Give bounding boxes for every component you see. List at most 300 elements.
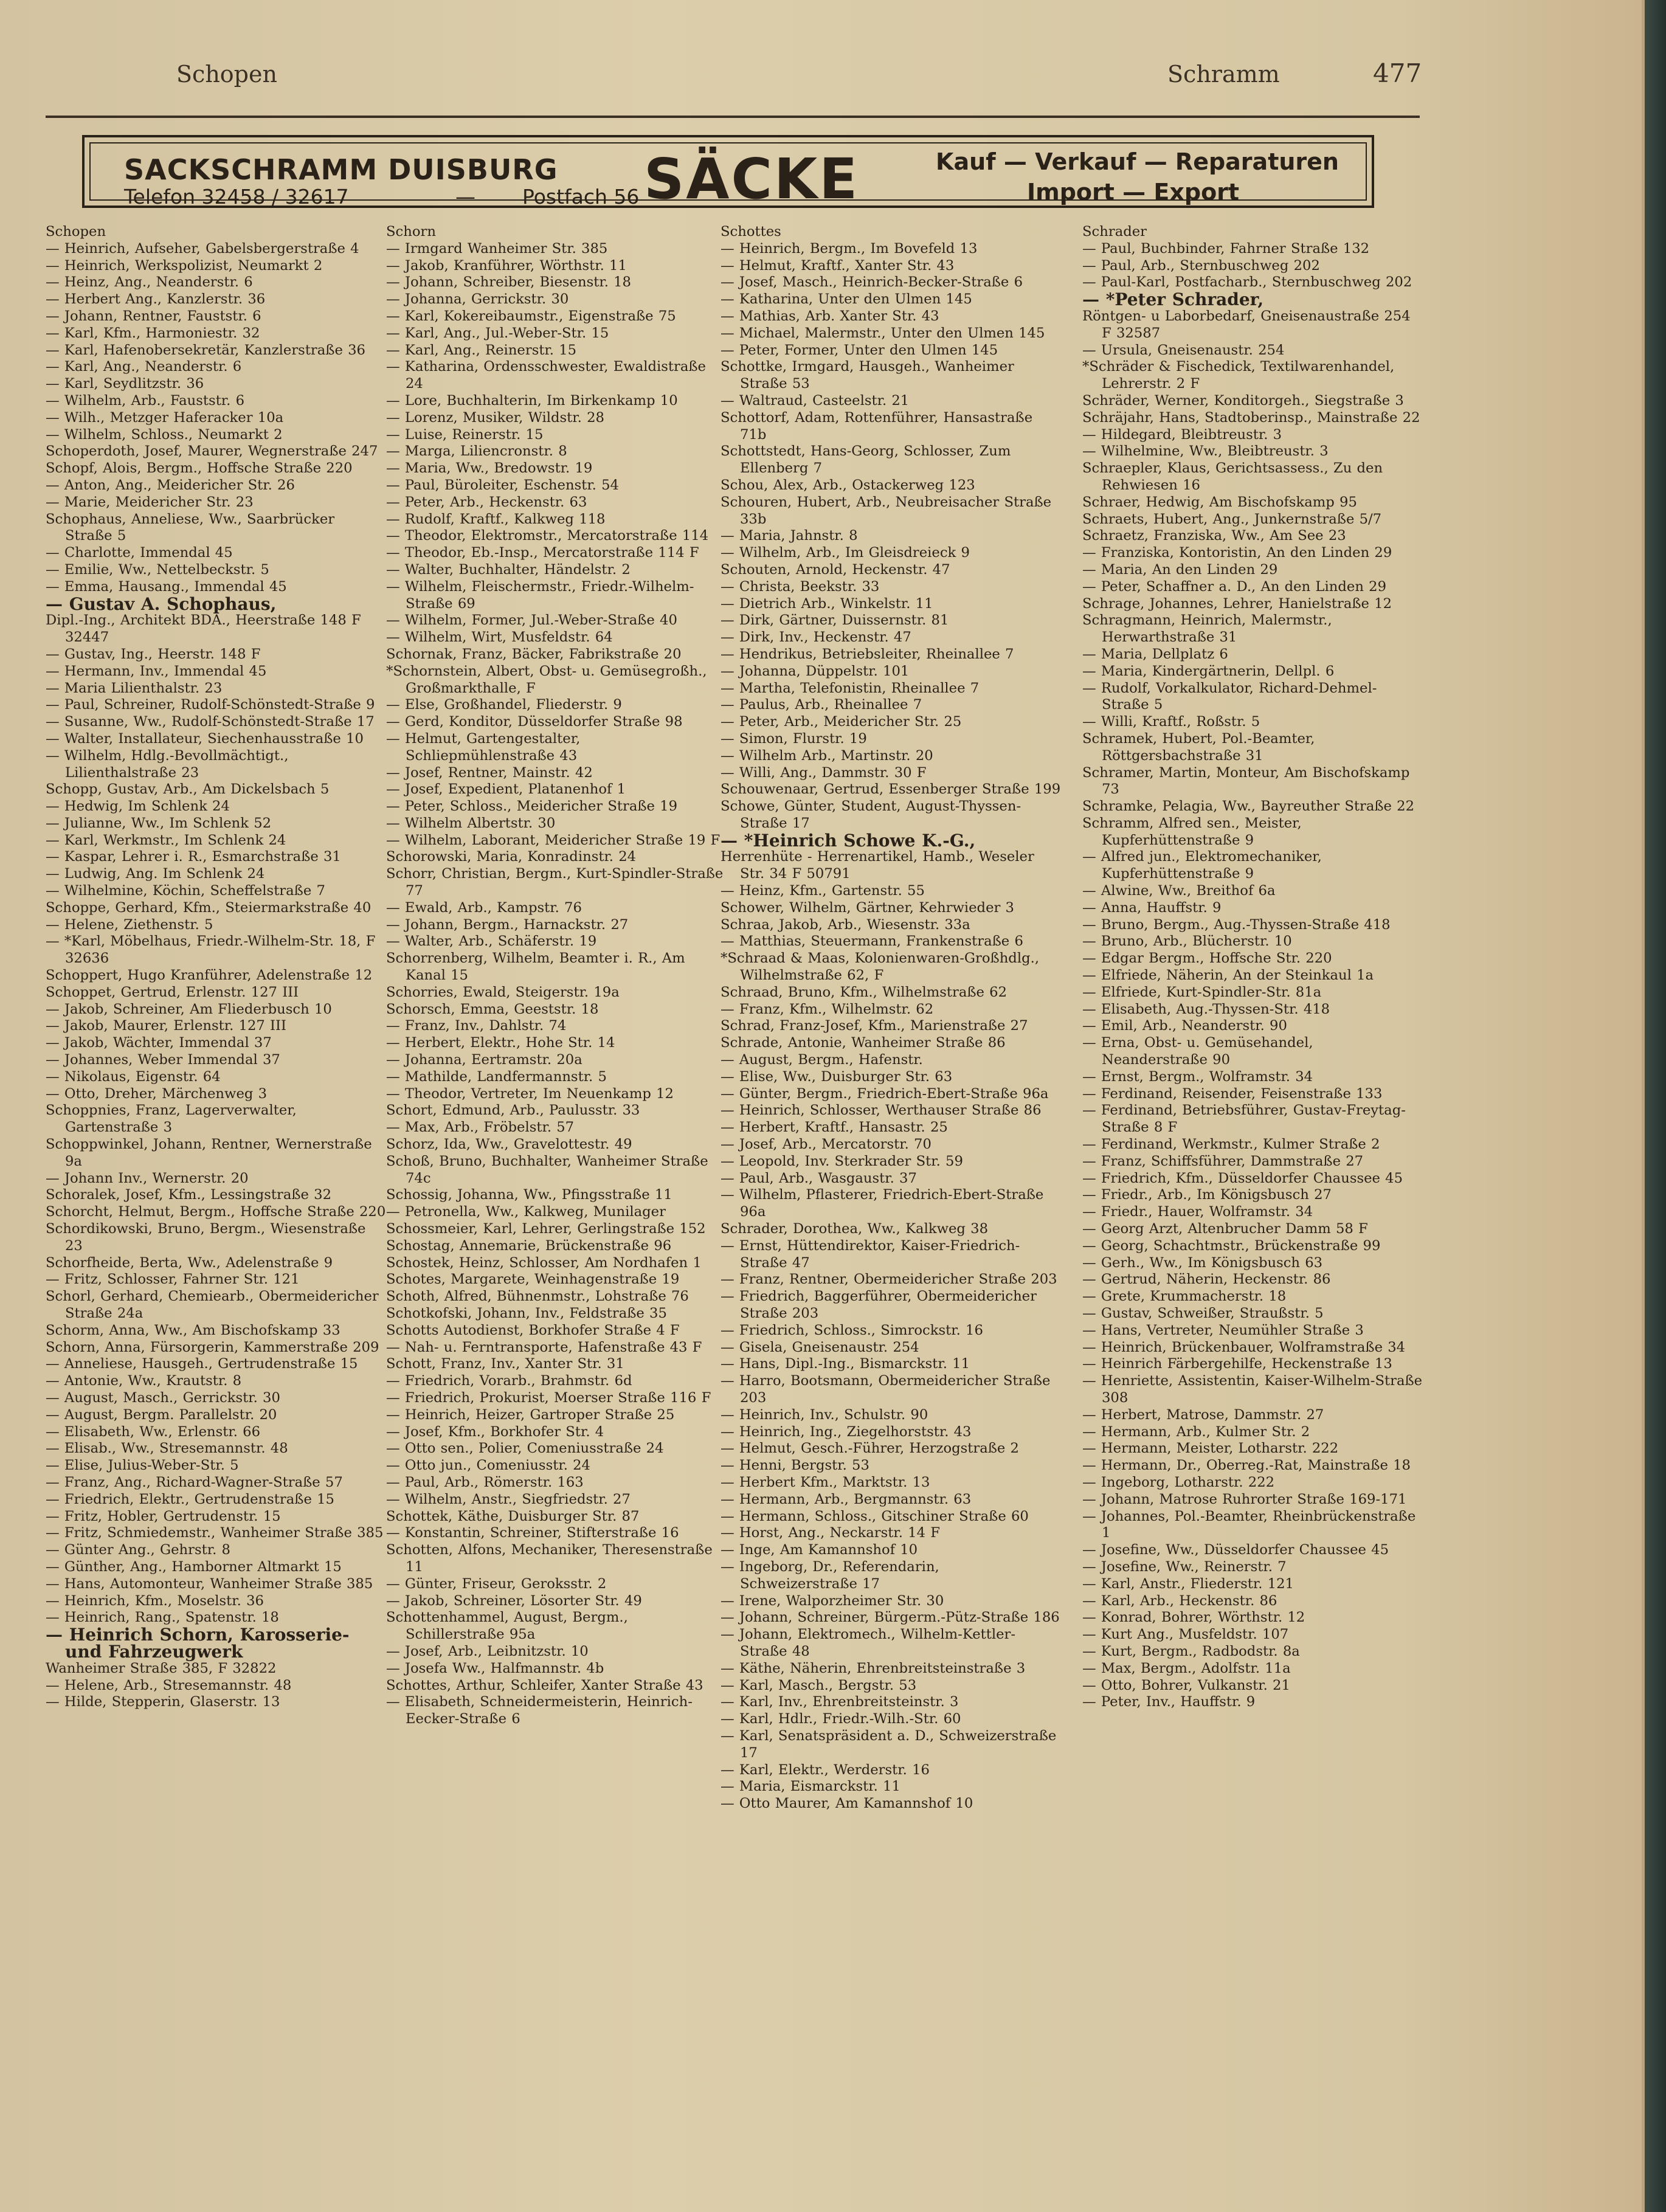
directory-entry: — Jakob, Maurer, Erlenstr. 127 III (46, 1018, 286, 1034)
directory-entry: — Walter, Installateur, Siechenhausstraße 10 (46, 730, 364, 747)
directory-entry: — Peter, Schaffner a. D., An den Linden 29 (1082, 578, 1387, 595)
directory-entry: — Hermann, Schloss., Gitschiner Straße 60 (721, 1508, 1029, 1524)
directory-entry: — Max, Bergm., Adolfstr. 11a (1082, 1660, 1291, 1676)
directory-entry: — Heinrich, Schlosser, Werthauser Straße 86 (721, 1102, 1042, 1119)
directory-entry: — Erna, Obst- u. Gemüsehandel, Neanderstraße 90 (1082, 1035, 1313, 1068)
directory-entry: Schotten, Alfons, Mechaniker, Theresenstraße 11 (386, 1542, 713, 1575)
directory-entry: — Karl, Seydlitzstr. 36 (46, 376, 204, 392)
directory-entry: Schorn, Anna, Fürsorgerin, Kammerstraße 209 (46, 1339, 379, 1355)
directory-entry: — Wilhelm, Arb., Fauststr. 6 (46, 392, 245, 409)
directory-entry: — Bruno, Bergm., Aug.-Thyssen-Straße 418 (1082, 916, 1391, 933)
directory-entry: — Wilhelm, Schloss., Neumarkt 2 (46, 426, 283, 443)
directory-entry: — Mathias, Arb. Xanter Str. 43 (721, 308, 939, 324)
directory-entry: — Anneliese, Hausgeh., Gertrudenstraße 15 (46, 1356, 358, 1372)
directory-entry: — Theodor, Vertreter, Im Neuenkamp 12 (386, 1085, 674, 1102)
directory-entry: — Charlotte, Immendal 45 (46, 545, 233, 561)
directory-entry: Schower, Wilhelm, Gärtner, Kehrwieder 3 (721, 899, 1014, 916)
directory-entry: — Michael, Malermstr., Unter den Ulmen 145 (721, 325, 1045, 341)
directory-entry: — Heinz, Ang., Neanderstr. 6 (46, 274, 253, 291)
directory-entry: Schottstedt, Hans-Georg, Schlosser, Zum Ellenberg 7 (721, 443, 1011, 477)
directory-entry: — Josef, Expedient, Platanenhof 1 (386, 781, 626, 798)
directory-column-3 (721, 224, 1061, 1813)
directory-entry: — *Karl, Möbelhaus, Friedr.-Wilhelm-Str. 18, F 32636 (46, 933, 376, 967)
directory-entry: — Anton, Ang., Meidericher Str. 26 (46, 477, 295, 493)
directory-entry: Schorfheide, Berta, Ww., Adelenstraße 9 (46, 1254, 333, 1271)
directory-entry: Schramke, Pelagia, Ww., Bayreuther Straße 22 (1082, 798, 1415, 815)
directory-entry: — Wilhelmine, Köchin, Scheffelstraße 7 (46, 883, 325, 899)
directory-entry: — Johann, Matrose Ruhrorter Straße 169-171 (1082, 1491, 1407, 1507)
directory-entry: Schraer, Hedwig, Am Bischofskamp 95 (1082, 494, 1357, 510)
directory-entry: Schramer, Martin, Monteur, Am Bischofskamp 73 (1082, 764, 1410, 798)
directory-entry: — Karl, Masch., Bergstr. 53 (721, 1677, 917, 1693)
directory-entry: — Edgar Bergm., Hoffsche Str. 220 (1082, 950, 1332, 967)
directory-entry: — Hans, Vertreter, Neumühler Straße 3 (1082, 1322, 1364, 1338)
directory-entry: — Konrad, Bohrer, Wörthstr. 12 (1082, 1609, 1305, 1626)
directory-entry: Schorowski, Maria, Konradinstr. 24 (386, 849, 637, 865)
directory-entry: — Karl, Elektr., Werderstr. 16 (721, 1761, 930, 1778)
directory-entry: — Nah- u. Ferntransporte, Hafenstraße 43 F (386, 1339, 702, 1355)
directory-entry: — Kaspar, Lehrer i. R., Esmarchstraße 31 (46, 849, 341, 865)
directory-entry: — Franz, Kfm., Wilhelmstr. 62 (721, 1001, 934, 1017)
directory-entry: — Friedr., Hauer, Wolframstr. 34 (1082, 1204, 1313, 1220)
directory-entry: Schorn (386, 224, 436, 240)
directory-entry: — Johann, Elektromech., Wilhelm-Kettler-Straße 48 (721, 1626, 1016, 1659)
directory-entry: — Josef, Arb., Mercatorstr. 70 (721, 1136, 932, 1153)
directory-entry: — Peter, Former, Unter den Ulmen 145 (721, 342, 998, 358)
directory-entry: — Ferdinand, Werkmstr., Kulmer Straße 2 (1082, 1136, 1380, 1153)
directory-entry: Schoralek, Josef, Kfm., Lessingstraße 32 (46, 1187, 332, 1203)
directory-entry: — Karl, Ang., Neanderstr. 6 (46, 359, 242, 375)
directory-entry: — Hermann, Dr., Oberreg.-Rat, Mainstraße 18 (1082, 1457, 1411, 1474)
directory-entry: — Johanna, Düppelstr. 101 (721, 663, 910, 679)
directory-entry: — Otto jun., Comeniusstr. 24 (386, 1457, 590, 1474)
directory-entry: Dipl.-Ing., Architekt BDA., Heerstraße 148 F 32447 (46, 612, 361, 646)
directory-entry: — Hans, Dipl.-Ing., Bismarckstr. 11 (721, 1356, 970, 1372)
directory-entry: — Hermann, Meister, Lotharstr. 222 (1082, 1440, 1339, 1457)
ad-phone: Telefon 32458 / 32617 (124, 185, 349, 209)
directory-entry: — August, Bergm. Parallelstr. 20 (46, 1406, 277, 1423)
ad-separator: — (455, 185, 475, 209)
directory-entry: — Irmgard Wanheimer Str. 385 (386, 240, 608, 257)
directory-entry: — Irene, Walporzheimer Str. 30 (721, 1592, 944, 1609)
directory-entry: — Gustav A. Schophaus, (46, 593, 277, 614)
ad-company-name: SACKSCHRAMM DUISBURG (124, 153, 558, 186)
directory-entry: Schort, Edmund, Arb., Paulusstr. 33 (386, 1102, 640, 1119)
directory-entry: — Petronella, Ww., Kalkweg, Munilager (386, 1204, 666, 1220)
directory-entry: — Antonie, Ww., Krautstr. 8 (46, 1373, 242, 1389)
directory-entry: — Friedrich, Kfm., Düsseldorfer Chaussee 45 (1082, 1170, 1403, 1186)
directory-entry: — Emma, Hausang., Immendal 45 (46, 578, 287, 595)
directory-entry: — Grete, Krummacherstr. 18 (1082, 1288, 1287, 1305)
directory-entry: — Ewald, Arb., Kampstr. 76 (386, 899, 582, 916)
directory-entry: Schrad, Franz-Josef, Kfm., Marienstraße 27 (721, 1018, 1028, 1034)
directory-entry: Schoperdoth, Josef, Maurer, Wegnerstraße 247 (46, 443, 378, 460)
directory-entry: — August, Masch., Gerrickstr. 30 (46, 1389, 280, 1406)
directory-entry: Schräjahr, Hans, Stadtoberinsp., Mainstraße 22 (1082, 409, 1420, 426)
directory-entry: — Karl, Hdlr., Friedr.-Wilh.-Str. 60 (721, 1711, 961, 1727)
directory-entry: — Fritz, Hobler, Gertrudenstr. 15 (46, 1508, 281, 1524)
advertisement-box (82, 135, 1374, 212)
directory-entry: — Konstantin, Schreiner, Stifterstraße 16 (386, 1525, 679, 1541)
directory-entry: — Katharina, Unter den Ulmen 145 (721, 291, 972, 308)
directory-entry: — Marga, Liliencronstr. 8 (386, 443, 567, 460)
directory-entry: — Maria, Kindergärtnerin, Dellpl. 6 (1082, 663, 1335, 679)
directory-entry: — Karl, Senatspräsident a. D., Schweizerstraße 17 (721, 1727, 1057, 1761)
directory-entry: Schorsch, Emma, Geeststr. 18 (386, 1001, 599, 1017)
directory-entry: — Friedrich, Schloss., Simrockstr. 16 (721, 1322, 983, 1338)
directory-entry: Schrage, Johannes, Lehrer, Hanielstraße 12 (1082, 595, 1392, 612)
directory-entry: — Anna, Hauffstr. 9 (1082, 899, 1222, 916)
directory-entry: — Mathilde, Landfermannstr. 5 (386, 1068, 607, 1085)
directory-entry: — Josef, Rentner, Mainstr. 42 (386, 764, 593, 781)
directory-entry: — Lorenz, Musiker, Wildstr. 28 (386, 409, 604, 426)
directory-entry: — Hendrikus, Betriebsleiter, Rheinallee 7 (721, 646, 1014, 662)
directory-entry: — Wilhelm Arb., Martinstr. 20 (721, 747, 933, 764)
directory-entry: — Elisab., Ww., Stresemannstr. 48 (46, 1440, 288, 1457)
directory-entry: Schorries, Ewald, Steigerstr. 19a (386, 984, 620, 1000)
directory-entry: — Henni, Bergstr. 53 (721, 1457, 869, 1474)
directory-entry: Schorz, Ida, Ww., Gravelottestr. 49 (386, 1136, 632, 1153)
directory-entry: — Wilhelm, Anstr., Siegfriedstr. 27 (386, 1491, 631, 1507)
directory-column-2 (386, 224, 727, 1728)
directory-entry: Schotkofski, Johann, Inv., Feldstraße 35 (386, 1305, 667, 1321)
directory-entry: — Josef, Kfm., Borkhofer Str. 4 (386, 1423, 604, 1440)
directory-entry: — Josefine, Ww., Reinerstr. 7 (1082, 1558, 1287, 1575)
directory-entry: — Paulus, Arb., Rheinallee 7 (721, 697, 922, 713)
directory-entry: — Paul, Schreiner, Rudolf-Schönstedt-Straße 9 (46, 697, 375, 713)
directory-entry: Herrenhüte - Herrenartikel, Hamb., Weseler Str. 34 F 50791 (721, 849, 1034, 882)
directory-entry: *Schräder & Fischedick, Textilwarenhandel, Lehrerstr. 2 F (1082, 359, 1395, 392)
directory-entry: — Karl, Hafenobersekretär, Kanzlerstraße 36 (46, 342, 365, 358)
directory-entry: Schopen (46, 224, 106, 240)
directory-entry: — Franz, Ang., Richard-Wagner-Straße 57 (46, 1474, 343, 1490)
ad-trade-line: Import — Export (1027, 179, 1240, 206)
directory-entry: — Günter, Bergm., Friedrich-Ebert-Straße 96a (721, 1085, 1049, 1102)
page-number: 477 (1373, 58, 1422, 88)
directory-entry: — August, Bergm., Hafenstr. (721, 1052, 923, 1068)
directory-entry: — Wilhelm Albertstr. 30 (386, 815, 556, 831)
directory-entry: — Herbert Kfm., Marktstr. 13 (721, 1474, 930, 1490)
directory-entry: Schou, Alex, Arb., Ostackerweg 123 (721, 477, 975, 493)
directory-entry: — Paul, Arb., Wasgaustr. 37 (721, 1170, 917, 1186)
directory-entry: — Katharina, Ordensschwester, Ewaldistraße 24 (386, 359, 706, 392)
directory-entry: — Helene, Ziethenstr. 5 (46, 916, 213, 933)
header-rule (46, 116, 1420, 118)
directory-entry: Schorm, Anna, Ww., Am Bischofskamp 33 (46, 1322, 340, 1338)
directory-entry: — Paul-Karl, Postfacharb., Sternbuschweg 202 (1082, 274, 1412, 291)
directory-entry: Schoppet, Gertrud, Erlenstr. 127 III (46, 984, 299, 1000)
directory-entry: — Otto, Dreher, Märchenweg 3 (46, 1085, 268, 1102)
directory-entry: — Hans, Automonteur, Wanheimer Straße 385 (46, 1575, 373, 1592)
directory-entry: — Friedrich, Elektr., Gertrudenstraße 15 (46, 1491, 334, 1507)
directory-entry: — Rudolf, Kraftf., Kalkweg 118 (386, 511, 606, 527)
directory-entry: — Johann, Rentner, Fauststr. 6 (46, 308, 261, 324)
directory-entry: — Ferdinand, Reisender, Feisenstraße 133 (1082, 1085, 1383, 1102)
directory-entry: — Hildegard, Bleibtreustr. 3 (1082, 426, 1282, 443)
directory-entry: — Heinrich, Werkspolizist, Neumarkt 2 (46, 257, 323, 274)
directory-entry: — Karl, Kfm., Harmoniestr. 32 (46, 325, 260, 341)
directory-entry: — Maria, An den Linden 29 (1082, 561, 1278, 578)
directory-entry: — Leopold, Inv. Sterkrader Str. 59 (721, 1153, 963, 1169)
directory-entry: — Franz, Rentner, Obermeidericher Straße 203 (721, 1271, 1057, 1288)
directory-entry: — Wilhelmine, Ww., Bleibtreustr. 3 (1082, 443, 1329, 460)
directory-entry: — Paul, Büroleiter, Eschenstr. 54 (386, 477, 619, 493)
directory-entry: — Kurt Ang., Musfeldstr. 107 (1082, 1626, 1289, 1643)
directory-entry: Schräder, Werner, Konditorgeh., Siegstraße 3 (1082, 392, 1404, 409)
directory-entry: — Simon, Flurstr. 19 (721, 730, 867, 747)
directory-entry: — Karl, Inv., Ehrenbreitsteinstr. 3 (721, 1694, 959, 1710)
directory-entry: — Günter Ang., Gehrstr. 8 (46, 1542, 230, 1558)
directory-entry: — Horst, Ang., Neckarstr. 14 F (721, 1525, 940, 1541)
directory-entry: — Jakob, Wächter, Immendal 37 (46, 1035, 272, 1051)
directory-entry: — Marie, Meidericher Str. 23 (46, 494, 254, 510)
directory-entry: — Friedrich, Prokurist, Moerser Straße 116 F (386, 1389, 711, 1406)
directory-entry: — Hermann, Inv., Immendal 45 (46, 663, 267, 679)
directory-entry: — Friedrich, Vorarb., Brahmstr. 6d (386, 1373, 632, 1389)
directory-entry: Schouwenaar, Gertrud, Essenberger Straße 199 (721, 781, 1061, 798)
directory-entry: Schoß, Bruno, Buchhalter, Wanheimer Straße 74c (386, 1153, 708, 1186)
directory-entry: Schragmann, Heinrich, Malermstr., Herwarthstraße 31 (1082, 612, 1332, 646)
directory-entry: — Helene, Arb., Stresemannstr. 48 (46, 1677, 292, 1693)
directory-entry: — Wilhelm, Wirt, Musfeldstr. 64 (386, 629, 613, 646)
directory-entry: — Franz, Schiffsführer, Dammstraße 27 (1082, 1153, 1364, 1169)
directory-entry: — Elisabeth, Ww., Erlenstr. 66 (46, 1423, 261, 1440)
directory-entry: Schottke, Irmgard, Hausgeh., Wanheimer Straße 53 (721, 359, 1014, 392)
directory-entry: — Walter, Buchhalter, Händelstr. 2 (386, 561, 631, 578)
directory-entry: — Franz, Inv., Dahlstr. 74 (386, 1018, 567, 1034)
directory-entry: — Willi, Kraftf., Roßstr. 5 (1082, 714, 1260, 730)
directory-entry: Schrader (1082, 224, 1147, 240)
directory-entry: — Karl, Kokereibaumstr., Eigenstraße 75 (386, 308, 676, 324)
running-head-right: Schramm (1167, 61, 1280, 88)
directory-entry: — Inge, Am Kamannshof 10 (721, 1542, 918, 1558)
ad-services-line: Kauf — Verkauf — Reparaturen (936, 148, 1339, 175)
directory-entry: — Wilhelm, Hdlg.-Bevollmächtigt., Lilienthalstraße 23 (46, 747, 289, 781)
directory-entry: — Luise, Reinerstr. 15 (386, 426, 544, 443)
directory-entry: — Hedwig, Im Schlenk 24 (46, 798, 230, 815)
directory-entry: — Wilhelm, Former, Jul.-Weber-Straße 40 (386, 612, 677, 629)
directory-entry: — Hermann, Arb., Kulmer Str. 2 (1082, 1423, 1310, 1440)
directory-entry: — Matthias, Steuermann, Frankenstraße 6 (721, 933, 1023, 950)
directory-entry: — Helmut, Kraftf., Xanter Str. 43 (721, 257, 955, 274)
directory-entry: Schouren, Hubert, Arb., Neubreisacher Straße 33b (721, 494, 1052, 527)
directory-entry: — Paul, Arb., Sternbuschweg 202 (1082, 257, 1320, 274)
directory-entry: — Paul, Buchbinder, Fahrner Straße 132 (1082, 240, 1370, 257)
directory-entry: — Jakob, Kranführer, Wörthstr. 11 (386, 257, 627, 274)
directory-entry: — Ingeborg, Lotharstr. 222 (1082, 1474, 1275, 1490)
directory-entry: — Josefa Ww., Halfmannstr. 4b (386, 1660, 604, 1676)
directory-entry: — Gisela, Gneisenaustr. 254 (721, 1339, 919, 1355)
directory-entry: — Johann, Schreiner, Bürgerm.-Pütz-Straße 186 (721, 1609, 1060, 1626)
directory-entry: — Johann, Schreiber, Biesenstr. 18 (386, 274, 631, 291)
directory-entry: — Maria, Jahnstr. 8 (721, 528, 858, 544)
directory-entry: Schraets, Hubert, Ang., Junkernstraße 5/7 (1082, 511, 1382, 527)
directory-entry: — Gustav, Schweißer, Straußstr. 5 (1082, 1305, 1324, 1321)
directory-entry: — Theodor, Elektromstr., Mercatorstraße 114 (386, 528, 709, 544)
directory-entry: Schoppnies, Franz, Lagerverwalter, Gartenstraße 3 (46, 1102, 297, 1136)
directory-entry: Röntgen- u Laborbedarf, Gneisenaustraße 254 F 32587 (1082, 308, 1411, 341)
directory-entry: — Heinz, Kfm., Gartenstr. 55 (721, 883, 925, 899)
directory-entry: — Otto sen., Polier, Comeniusstraße 24 (386, 1440, 664, 1457)
directory-entry: — Martha, Telefonistin, Rheinallee 7 (721, 680, 980, 696)
directory-entry: Schraepler, Klaus, Gerichtsassess., Zu den Rehwiesen 16 (1082, 460, 1383, 493)
directory-entry: — Wilh., Metzger Haferacker 10a (46, 409, 284, 426)
directory-entry: — Heinrich, Inv., Schulstr. 90 (721, 1406, 928, 1423)
directory-entry: — Elfriede, Näherin, An der Steinkaul 1a (1082, 967, 1374, 984)
directory-entry: — Friedrich, Baggerführer, Obermeidericher Straße 203 (721, 1288, 1037, 1321)
directory-entry: — Paul, Arb., Römerstr. 163 (386, 1474, 584, 1490)
directory-entry: — Emilie, Ww., Nettelbeckstr. 5 (46, 561, 269, 578)
directory-entry: — Heinrich, Kfm., Moselstr. 36 (46, 1592, 264, 1609)
directory-entry: Schrade, Antonie, Wanheimer Straße 86 (721, 1035, 1006, 1051)
directory-entry: Schorl, Gerhard, Chemiearb., Obermeidericher Straße 24a (46, 1288, 379, 1321)
directory-entry: — Johanna, Eertramstr. 20a (386, 1052, 582, 1068)
directory-entry: — Fritz, Schmiedemstr., Wanheimer Straße 385 (46, 1525, 384, 1541)
directory-entry: — Alfred jun., Elektromechaniker, Kupferhüttenstraße 9 (1082, 849, 1322, 882)
directory-entry: Schraa, Jakob, Arb., Wiesenstr. 33a (721, 916, 970, 933)
directory-entry: — Johann Inv., Wernerstr. 20 (46, 1170, 249, 1186)
directory-entry: — Wilhelm, Pflasterer, Friedrich-Ebert-Straße 96a (721, 1187, 1044, 1220)
directory-entry: — Peter, Schloss., Meidericher Straße 19 (386, 798, 678, 815)
directory-entry: — Christa, Beekstr. 33 (721, 578, 880, 595)
directory-entry: — Ernst, Bergm., Wolframstr. 34 (1082, 1068, 1313, 1085)
directory-entry: — Wilhelm, Fleischermstr., Friedr.-Wilhelm-Straße 69 (386, 578, 694, 612)
directory-entry: — Walter, Arb., Schäferstr. 19 (386, 933, 597, 950)
directory-entry: — Heinrich, Ing., Ziegelhorststr. 43 (721, 1423, 972, 1440)
directory-entry: Schoth, Alfred, Bühnenmstr., Lohstraße 76 (386, 1288, 689, 1305)
directory-entry: Schoppe, Gerhard, Kfm., Steiermarkstraße 40 (46, 899, 372, 916)
directory-entry: — Helmut, Gesch.-Führer, Herzogstraße 2 (721, 1440, 1019, 1457)
directory-entry: Schramm, Alfred sen., Meister, Kupferhüttenstraße 9 (1082, 815, 1302, 848)
directory-entry: — Gerh., Ww., Im Königsbusch 63 (1082, 1254, 1323, 1271)
directory-column-4 (1082, 224, 1423, 1711)
directory-entry: — Dirk, Gärtner, Duissernstr. 81 (721, 612, 949, 629)
directory-entry: Schopp, Gustav, Arb., Am Dickelsbach 5 (46, 781, 330, 798)
directory-entry: — Ferdinand, Betriebsführer, Gustav-Freytag-Straße 8 F (1082, 1102, 1406, 1136)
advertisement-inner-frame (89, 142, 1367, 212)
directory-entry: Schornak, Franz, Bäcker, Fabrikstraße 20 (386, 646, 682, 662)
directory-entry: *Schornstein, Albert, Obst- u. Gemüsegroßh., Großmarkthalle, F (386, 663, 707, 696)
directory-entry: — Maria Lilienthalstr. 23 (46, 680, 223, 696)
directory-entry: — Harro, Bootsmann, Obermeidericher Straße 203 (721, 1373, 1051, 1406)
directory-entry: — Friedr., Arb., Im Königsbusch 27 (1082, 1187, 1332, 1203)
directory-entry: — Günter, Friseur, Geroksstr. 2 (386, 1575, 607, 1592)
directory-entry: — Peter, Arb., Heckenstr. 63 (386, 494, 587, 510)
directory-entry: Schopf, Alois, Bergm., Hoffsche Straße 220 (46, 460, 353, 477)
directory-entry: — Willi, Ang., Dammstr. 30 F (721, 764, 927, 781)
directory-entry: — Peter, Inv., Hauffstr. 9 (1082, 1694, 1256, 1710)
directory-entry: Schottorf, Adam, Rottenführer, Hansastraße 71b (721, 409, 1033, 443)
directory-entry: — Otto, Bohrer, Vulkanstr. 21 (1082, 1677, 1290, 1693)
directory-entry: Schottes (721, 224, 781, 240)
directory-entry: — Maria, Eismarckstr. 11 (721, 1778, 900, 1795)
directory-entry: Schostag, Annemarie, Brückenstraße 96 (386, 1237, 672, 1254)
directory-entry: Schottenhammel, August, Bergm., Schillerstraße 95a (386, 1609, 628, 1643)
directory-entry: *Schraad & Maas, Kolonienwaren-Großhdlg., Wilhelmstraße 62, F (721, 950, 1040, 984)
directory-column-1 (46, 224, 386, 1711)
directory-entry: Schottes, Arthur, Schleifer, Xanter Straße 43 (386, 1677, 703, 1693)
directory-entry: — Hilde, Stepperin, Glaserstr. 13 (46, 1694, 280, 1710)
directory-entry: — Johann, Bergm., Harnackstr. 27 (386, 916, 629, 933)
directory-entry: Schorrenberg, Wilhelm, Beamter i. R., Am Kanal 15 (386, 950, 685, 984)
directory-entry: Schossig, Johanna, Ww., Pfingsstraße 11 (386, 1187, 672, 1203)
directory-entry: Schossmeier, Karl, Lehrer, Gerlingstraße 152 (386, 1221, 706, 1237)
directory-entry: — Karl, Werkmstr., Im Schlenk 24 (46, 832, 286, 848)
directory-entry: — Heinrich, Brückenbauer, Wolframstraße 34 (1082, 1339, 1406, 1355)
directory-entry: — Günther, Ang., Hamborner Altmarkt 15 (46, 1558, 342, 1575)
directory-entry: — Theodor, Eb.-Insp., Mercatorstraße 114 F (386, 545, 699, 561)
directory-entry: — Josef, Masch., Heinrich-Becker-Straße 6 (721, 274, 1023, 291)
directory-entry: — Else, Großhandel, Fliederstr. 9 (386, 697, 622, 713)
directory-entry: — Dirk, Inv., Heckenstr. 47 (721, 629, 911, 646)
directory-entry: — Ursula, Gneisenaustr. 254 (1082, 342, 1285, 358)
directory-entry: Wanheimer Straße 385, F 32822 (46, 1660, 277, 1676)
directory-entry: — Ludwig, Ang. Im Schlenk 24 (46, 866, 265, 882)
directory-entry: — Helmut, Gartengestalter, Schliepmühlenstraße 43 (386, 730, 581, 764)
directory-entry: — Bruno, Arb., Blücherstr. 10 (1082, 933, 1292, 950)
directory-entry: — Johannes, Pol.-Beamter, Rheinbrückenstraße 1 (1082, 1508, 1416, 1541)
directory-entry: — Dietrich Arb., Winkelstr. 11 (721, 595, 933, 612)
directory-entry: — Georg Arzt, Altenbrucher Damm 58 F (1082, 1221, 1368, 1237)
directory-entry: — Karl, Anstr., Fliederstr. 121 (1082, 1575, 1294, 1592)
directory-entry: — Georg, Schachtmstr., Brückenstraße 99 (1082, 1237, 1381, 1254)
directory-entry: — Susanne, Ww., Rudolf-Schönstedt-Straße 17 (46, 714, 375, 730)
directory-entry: Schraad, Bruno, Kfm., Wilhelmstraße 62 (721, 984, 1008, 1000)
directory-entry: Schoppert, Hugo Kranführer, Adelenstraße 12 (46, 967, 373, 984)
directory-entry: Schotes, Margarete, Weinhagenstraße 19 (386, 1271, 680, 1288)
directory-entry: Schott, Franz, Inv., Xanter Str. 31 (386, 1356, 624, 1372)
directory-entry: — Fritz, Schlosser, Fahrner Str. 121 (46, 1271, 300, 1288)
directory-entry: — Josefine, Ww., Düsseldorfer Chaussee 45 (1082, 1542, 1389, 1558)
directory-entry: — *Heinrich Schowe K.-G., (721, 830, 976, 851)
directory-entry: — Peter, Arb., Meidericher Str. 25 (721, 714, 962, 730)
directory-entry: — Nikolaus, Eigenstr. 64 (46, 1068, 221, 1085)
directory-entry: — Heinrich, Bergm., Im Bovefeld 13 (721, 240, 978, 257)
directory-entry: Schowe, Günter, Student, August-Thyssen-Straße 17 (721, 798, 1021, 831)
directory-entry: Schottek, Käthe, Duisburger Str. 87 (386, 1508, 640, 1524)
directory-entry: Schrader, Dorothea, Ww., Kalkweg 38 (721, 1221, 989, 1237)
directory-entry: — Kurt, Bergm., Radbodstr. 8a (1082, 1643, 1300, 1659)
directory-entry: — Karl, Ang., Reinerstr. 15 (386, 342, 577, 358)
directory-entry: — Heinrich, Aufseher, Gabelsbergerstraße 4 (46, 240, 359, 257)
directory-entry: — Jakob, Schreiner, Lösorter Str. 49 (386, 1592, 642, 1609)
directory-entry: — Elise, Julius-Weber-Str. 5 (46, 1457, 239, 1474)
directory-entry: — Herbert Ang., Kanzlerstr. 36 (46, 291, 266, 308)
directory-entry: — Johanna, Gerrickstr. 30 (386, 291, 569, 308)
directory-entry: Schouten, Arnold, Heckenstr. 47 (721, 561, 950, 578)
directory-entry: — Käthe, Näherin, Ehrenbreitsteinstraße 3 (721, 1660, 1026, 1676)
directory-entry: Schorcht, Helmut, Bergm., Hoffsche Straße 220 (46, 1204, 386, 1220)
directory-entry: Schraetz, Franziska, Ww., Am See 23 (1082, 528, 1346, 544)
ad-logo-text: SÄCKE (644, 147, 860, 212)
directory-entry: — Heinrich, Heizer, Gartroper Straße 25 (386, 1406, 675, 1423)
directory-entry: — Franziska, Kontoristin, An den Linden 29 (1082, 545, 1392, 561)
directory-entry: — Heinrich Schorn, Karosserie- und Fahrzeugwerk (46, 1625, 350, 1662)
directory-entry: — Heinrich Färbergehilfe, Heckenstraße 13 (1082, 1356, 1392, 1372)
directory-entry: — Herbert, Matrose, Dammstr. 27 (1082, 1406, 1324, 1423)
directory-entry: Schordikowski, Bruno, Bergm., Wiesenstraße 23 (46, 1221, 366, 1254)
book-spine-edge (1645, 0, 1666, 2212)
directory-entry: — Hermann, Arb., Bergmannstr. 63 (721, 1491, 972, 1507)
directory-entry: Schorr, Christian, Bergm., Kurt-Spindler-Straße 77 (386, 866, 724, 899)
directory-entry: — Elise, Ww., Duisburger Str. 63 (721, 1068, 953, 1085)
directory-entry: — Elisabeth, Schneidermeisterin, Heinrich-Eecker-Straße 6 (386, 1694, 693, 1727)
directory-entry: — Alwine, Ww., Breithof 6a (1082, 883, 1276, 899)
directory-entry: — Gerd, Konditor, Düsseldorfer Straße 98 (386, 714, 683, 730)
directory-entry: — Karl, Ang., Jul.-Weber-Str. 15 (386, 325, 609, 341)
running-head-left: Schopen (176, 61, 277, 88)
directory-entry: — Heinrich, Rang., Spatenstr. 18 (46, 1609, 279, 1626)
